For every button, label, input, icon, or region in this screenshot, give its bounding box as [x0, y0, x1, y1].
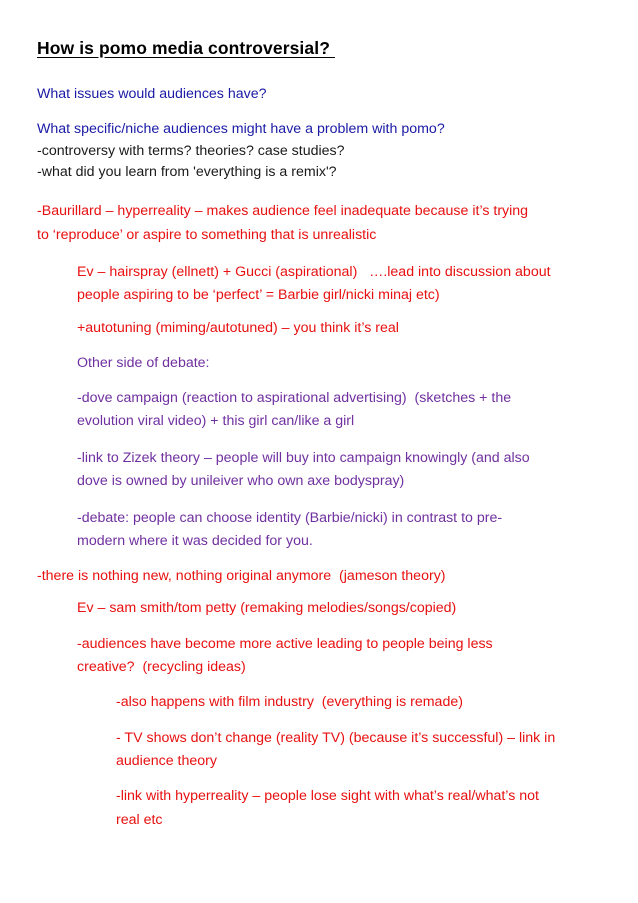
note-line: Ev – sam smith/tom petty (remaking melodies/songs/copied): [77, 600, 457, 616]
note-line: - TV shows don’t change (reality TV) (because it’s successful) – link in: [116, 730, 556, 746]
note-line: people aspiring to be ‘perfect’ = Barbie girl/nicki minaj etc): [77, 287, 440, 303]
question-line: What issues would audiences have?: [37, 86, 267, 102]
debate-line: -debate: people can choose identity (Barbie/nicki) in contrast to pre-: [77, 510, 503, 526]
debate-line: dove is owned by unileiver who own axe bodyspray): [77, 473, 405, 489]
note-line: -there is nothing new, nothing original anymore (jameson theory): [37, 568, 446, 584]
note-line: -audiences have become more active leading to people being less: [77, 636, 493, 652]
note-line: audience theory: [116, 753, 217, 769]
debate-line: modern where it was decided for you.: [77, 533, 313, 549]
note-line: -also happens with film industry (everything is remade): [116, 694, 463, 710]
page-title: How is pomo media controversial?: [37, 38, 335, 58]
debate-line: evolution viral video) + this girl can/like a girl: [77, 413, 355, 429]
debate-line: Other side of debate:: [77, 355, 210, 371]
note-line: Ev – hairspray (ellnett) + Gucci (aspirational) ….lead into discussion about: [77, 264, 551, 280]
note-line: creative? (recycling ideas): [77, 659, 246, 675]
note-line: to ‘reproduce’ or aspire to something that is unrealistic: [37, 227, 377, 243]
debate-line: -dove campaign (reaction to aspirational advertising) (sketches + the: [77, 390, 512, 406]
note-line: -Baurillard – hyperreality – makes audience feel inadequate because it’s trying: [37, 203, 529, 219]
prompt-line: -what did you learn from 'everything is a remix'?: [37, 164, 337, 180]
note-line: real etc: [116, 812, 163, 828]
note-line: -link with hyperreality – people lose sight with what’s real/what’s not: [116, 788, 539, 804]
debate-line: -link to Zizek theory – people will buy into campaign knowingly (and also: [77, 450, 530, 466]
question-line: What specific/niche audiences might have a problem with pomo?: [37, 121, 445, 137]
note-line: +autotuning (miming/autotuned) – you think it’s real: [77, 320, 399, 336]
prompt-line: -controversy with terms? theories? case studies?: [37, 143, 345, 159]
